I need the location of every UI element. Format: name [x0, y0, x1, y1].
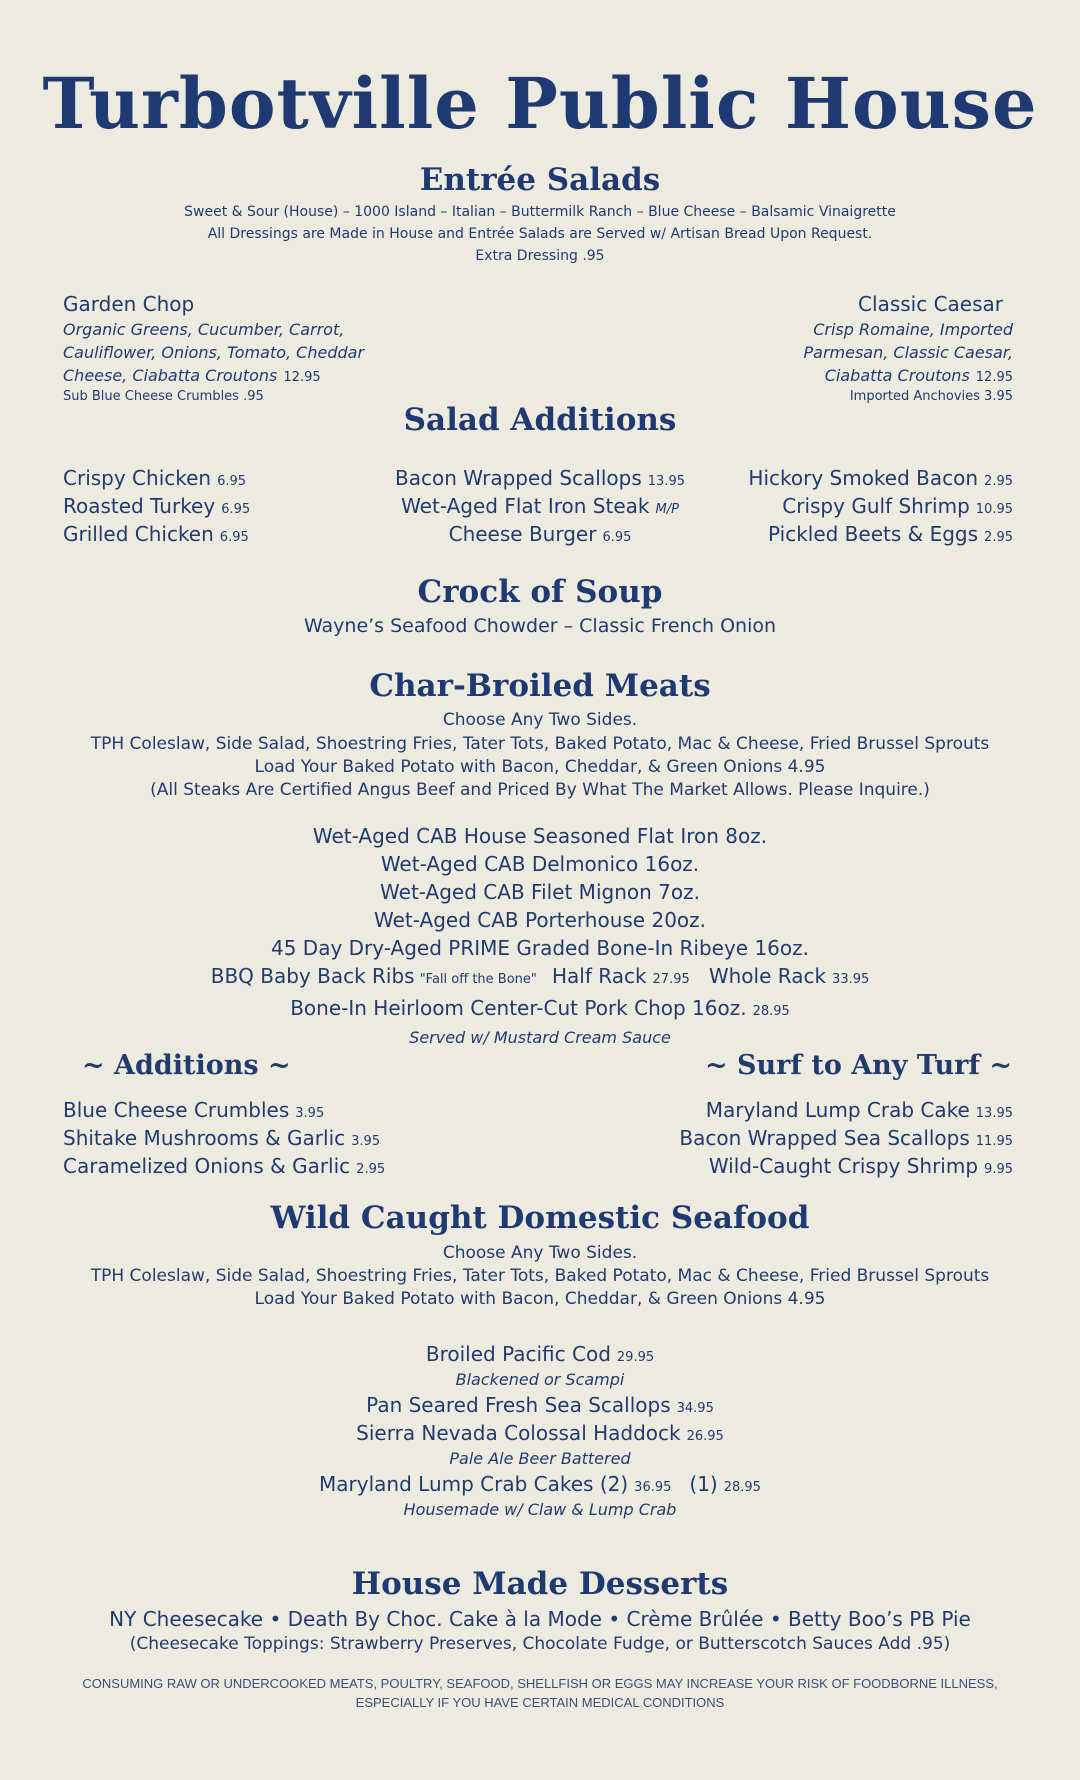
meat-item: Wet-Aged CAB Delmonico 16oz.: [380, 852, 700, 876]
ribs-item: BBQ Baby Back Ribs "Fall off the Bone" Half Rack 27.95 Whole Rack 33.95: [210, 964, 870, 988]
addition-item: Blue Cheese Crumbles 3.95: [63, 1098, 325, 1122]
dressings-note: All Dressings are Made in House and Entrée Salads are Served w/ Artisan Bread Upon Request.: [207, 226, 873, 242]
garden-chop-price: 12.95: [283, 370, 321, 385]
pork-chop-note: Served w/ Mustard Cream Sauce: [409, 1028, 671, 1047]
dressings-list: Sweet & Sour (House) – 1000 Island – Italian – Buttermilk Ranch – Blue Cheese – Balsamic Vinaigrette: [184, 204, 896, 220]
garden-chop-sub: Sub Blue Cheese Crumbles .95: [63, 389, 264, 404]
entree-salads-heading: Entrée Salads: [419, 162, 661, 198]
garden-chop-name: Garden Chop: [63, 292, 195, 316]
garden-chop-desc-2: Cauliflower, Onions, Tomato, Cheddar: [63, 343, 365, 362]
seafood-item: Maryland Lump Crab Cakes (2) 36.95 (1) 28.95: [319, 1472, 761, 1496]
seafood-load: Load Your Baked Potato with Bacon, Cheddar, & Green Onions 4.95: [254, 1289, 826, 1309]
garden-chop-desc-1: Organic Greens, Cucumber, Carrot,: [63, 320, 345, 339]
salad-addition-item: Crispy Chicken 6.95: [63, 466, 247, 490]
seafood-note: Pale Ale Beer Battered: [449, 1449, 631, 1468]
salad-addition-item: Cheese Burger 6.95: [448, 522, 632, 546]
soup-line: Wayne’s Seafood Chowder – Classic French Onion: [303, 615, 777, 637]
pork-chop-item: Bone-In Heirloom Center-Cut Pork Chop 16oz. 28.95: [290, 996, 790, 1020]
surf-list: [679, 1096, 1013, 1180]
classic-caesar-name: Classic Caesar: [858, 292, 1003, 316]
soup-heading: Crock of Soup: [417, 574, 663, 610]
disclaimer-line-2: ESPECIALLY IF YOU HAVE CERTAIN MEDICAL CONDITIONS: [355, 1695, 725, 1710]
desserts-line: NY Cheesecake • Death By Choc. Cake à la Mode • Crème Brûlée • Betty Boo’s PB Pie: [109, 1607, 971, 1631]
desserts-toppings: (Cheesecake Toppings: Strawberry Preserves, Chocolate Fudge, or Butterscotch Sauces Add .95): [129, 1634, 951, 1654]
seafood-list: [0, 1340, 1080, 1521]
meats-list: [0, 822, 1080, 1049]
seafood-note: Blackened or Scampi: [455, 1370, 625, 1389]
salad-addition-item: Wet-Aged Flat Iron Steak M/P: [401, 494, 679, 518]
addition-item: Caramelized Onions & Garlic 2.95: [63, 1154, 386, 1178]
meats-choose: Choose Any Two Sides.: [442, 710, 638, 730]
seafood-sides: TPH Coleslaw, Side Salad, Shoestring Fries, Tater Tots, Baked Potato, Mac & Cheese, Fried Brussel Sprouts: [90, 1266, 990, 1286]
meats-sides: TPH Coleslaw, Side Salad, Shoestring Fries, Tater Tots, Baked Potato, Mac & Cheese, Fried Brussel Sprouts: [90, 734, 990, 754]
extra-dressing: Extra Dressing .95: [475, 248, 605, 264]
surf-item: Wild-Caught Crispy Shrimp 9.95: [708, 1154, 1013, 1178]
meat-item: Wet-Aged CAB Filet Mignon 7oz.: [380, 880, 700, 904]
salad-addition-item: Crispy Gulf Shrimp 10.95: [782, 494, 1013, 518]
classic-caesar-sub: Imported Anchovies 3.95: [849, 389, 1013, 404]
meats-heading: Char-Broiled Meats: [369, 668, 711, 704]
additions-heading: ~ Additions ~: [82, 1050, 291, 1081]
surf-item: Bacon Wrapped Sea Scallops 11.95: [679, 1126, 1013, 1150]
desserts-heading: House Made Desserts: [351, 1566, 729, 1602]
restaurant-title: Turbotville Public House: [42, 62, 1038, 145]
additions-list: [63, 1096, 385, 1180]
salad-additions-right: [748, 464, 1013, 548]
meat-item: Wet-Aged CAB Porterhouse 20oz.: [373, 908, 707, 932]
salad-addition-item: Roasted Turkey 6.95: [63, 494, 251, 518]
classic-caesar-item: [804, 290, 1014, 407]
garden-chop-item: [63, 290, 364, 407]
salad-addition-item: Bacon Wrapped Scallops 13.95: [395, 466, 685, 490]
classic-caesar-desc-2: Parmesan, Classic Caesar,: [803, 343, 1013, 362]
disclaimer-line-1: CONSUMING RAW OR UNDERCOOKED MEATS, POULTRY, SEAFOOD, SHELLFISH OR EGGS MAY INCREASE YOUR RISK OF FOODBORNE ILLNESS,: [82, 1676, 998, 1691]
classic-caesar-price: 12.95: [975, 370, 1013, 385]
seafood-item: Pan Seared Fresh Sea Scallops 34.95: [366, 1393, 714, 1417]
salad-addition-item: Pickled Beets & Eggs 2.95: [768, 522, 1013, 546]
seafood-note: Housemade w/ Claw & Lump Crab: [403, 1500, 677, 1519]
addition-item: Shitake Mushrooms & Garlic 3.95: [63, 1126, 381, 1150]
meats-load: Load Your Baked Potato with Bacon, Cheddar, & Green Onions 4.95: [254, 757, 826, 777]
salad-additions-heading: Salad Additions: [403, 402, 677, 438]
meats-note: (All Steaks Are Certified Angus Beef and Priced By What The Market Allows. Please Inquire.): [150, 780, 930, 800]
seafood-item: Sierra Nevada Colossal Haddock 26.95: [356, 1421, 724, 1445]
classic-caesar-desc-3: Ciabatta Croutons: [824, 366, 970, 385]
garden-chop-desc-3: Cheese, Ciabatta Croutons: [63, 366, 278, 385]
salad-addition-item: Hickory Smoked Bacon 2.95: [748, 466, 1013, 490]
meat-item: 45 Day Dry-Aged PRIME Graded Bone-In Ribeye 16oz.: [271, 936, 809, 960]
surf-item: Maryland Lump Crab Cake 13.95: [705, 1098, 1013, 1122]
seafood-heading: Wild Caught Domestic Seafood: [270, 1200, 810, 1236]
surf-heading: ~ Surf to Any Turf ~: [704, 1050, 1012, 1081]
seafood-item: Broiled Pacific Cod 29.95: [425, 1342, 655, 1366]
seafood-choose: Choose Any Two Sides.: [442, 1243, 638, 1263]
health-disclaimer: [0, 1674, 1080, 1712]
salad-addition-item: Grilled Chicken 6.95: [63, 522, 249, 546]
classic-caesar-desc-1: Crisp Romaine, Imported: [813, 320, 1013, 339]
meat-item: Wet-Aged CAB House Seasoned Flat Iron 8oz.: [312, 824, 768, 848]
